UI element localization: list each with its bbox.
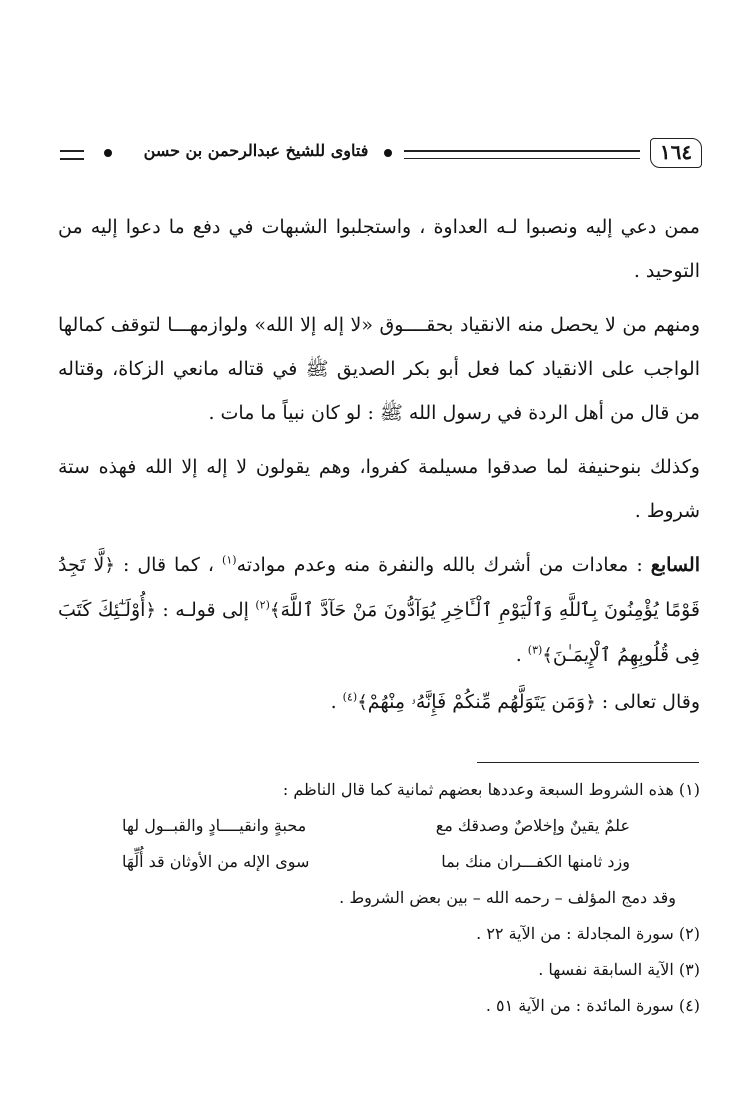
header-bullet-left <box>104 149 112 157</box>
paragraph-1: ممن دعي إليه ونصبوا لـه العداوة ، واستجلبوا الشبهات في دفع ما دعوا إليه من التوحيد . <box>58 216 700 282</box>
quran-verse-2: أُوْلَـٰٓئِكَ كَتَبَ فِى قُلُوبِهِمُ ٱلْإِيمَـٰنَ <box>58 599 700 666</box>
quran-bracket-close-icon: ﴾ <box>542 645 553 666</box>
header-bullet-right <box>384 149 392 157</box>
poem-verse-1-first-hemistich: علمٌ يقينٌ وإخلاصٌ وصدقك مع <box>435 816 630 835</box>
footnote-ref-1: (١) <box>222 553 237 567</box>
quran-verse-1: لَّا تَجِدُ قَوْمًا يُؤْمِنُونَ بِٱللَّهِ وَٱلْيَوْمِ ٱلْـَٔاخِرِ يُوَآدُّونَ مَنْ حَآدَّ ٱللَّهَ <box>58 554 700 621</box>
poem-verse-2-second-hemistich: سوى الإله من الأوثان قد أُلِّهَا <box>122 852 310 871</box>
header-rule-right <box>404 150 640 159</box>
until-his-saying: إلى قولـه : <box>162 599 249 621</box>
main-text <box>58 205 700 735</box>
quran-verse-3: وَمَن يَتَوَلَّهُم مِّنكُمْ فَإِنَّهُۥ مِنْهُمْ <box>367 691 586 713</box>
footnote-3: (٣) الآية السابقة نفسها . <box>538 960 700 979</box>
footnote-2: (٢) سورة المجادلة : من الآية ٢٢ . <box>476 924 700 943</box>
footnote-ref-2: (٢) <box>255 598 270 612</box>
quran-bracket-open-icon: ﴿ <box>585 692 596 713</box>
footnote-ref-3: (٣) <box>527 643 543 657</box>
footnotes <box>58 772 700 1024</box>
footnote-1: (١) هذه الشروط السبعة وعددها بعضهم ثمانية كما قال الناظم : <box>282 780 700 799</box>
quran-bracket-open-icon: ﴿ <box>104 555 115 576</box>
header-rule-left <box>60 150 84 160</box>
seventh-condition-label: السابع <box>650 554 700 576</box>
poem-verse-2-first-hemistich: وزد ثامنها الكفـــران منك بما <box>441 852 630 871</box>
poem-verse-1 <box>58 808 700 844</box>
poem-verse-1-second-hemistich: محبةٍ وانقيــــادٍ والقبــول لها <box>122 816 307 835</box>
and-he-said: وقال تعالى : <box>601 691 700 713</box>
quran-bracket-close-icon: ﴾ <box>357 692 368 713</box>
poem-verse-2 <box>58 844 700 880</box>
page-number: ١٦٤ <box>650 138 702 168</box>
page-header <box>60 138 702 170</box>
footnote-4: (٤) سورة المائدة : من الآية ٥١ . <box>485 996 700 1015</box>
quran-bracket-close-icon: ﴾ <box>269 600 281 621</box>
footnote-ref-4: (٤) <box>342 690 358 704</box>
paragraph-5: وقال تعالى : ﴿وَمَن يَتَوَلَّهُم مِّنكُمْ فَإِنَّهُۥ مِنْهُمْ﴾$^{(٤)}$ . <box>330 690 700 713</box>
paragraph-2: ومنهم من لا يحصل منه الانقياد بحقــــوق «لا إله إلا الله» ولوازمهـــا لتوقف كمالها الواجب على الانقياد كما فعل أبو بكر الصديق ﷺ في قتاله مانعي الزكاة، وقتاله من قال من أهل الردة في رسول الله ﷺ : لو كان نبياً ما مات . <box>58 314 700 424</box>
footnote-separator <box>477 762 699 763</box>
as-he-said: ، كما قال : <box>122 554 215 576</box>
footnote-1-note: وقد دمج المؤلف – رحمه الله – بين بعض الشروط . <box>339 888 676 907</box>
paragraph-3: وكذلك بنوحنيفة لما صدقوا مسيلمة كفروا، وهم يقولون لا إله إلا الله فهذه ستة شروط . <box>58 456 700 522</box>
running-title: فتاوى للشيخ عبدالرحمن بن حسن <box>143 141 369 160</box>
paragraph-4: السابع : معادات من أشرك بالله والنفرة منه وعدم موادته$^{(١)}$ ، كما قال : ﴿لَّا تَجِدُ قَوْمًا يُؤْمِنُونَ بِٱللَّهِ وَٱلْيَوْمِ ٱلْـَٔاخِرِ يُوَآدُّونَ مَنْ حَآدَّ ٱللَّهَ﴾$^{(٢)}$ إلى قولـه : ﴿أُوْلَـٰٓئِكَ كَتَبَ فِى قُلُوبِهِمُ ٱلْإِيمَـٰنَ﴾$^{(٣)}$ . <box>58 553 700 666</box>
quran-bracket-open-icon: ﴿ <box>145 600 156 621</box>
seventh-condition-text: : معادات من أشرك بالله والنفرة منه وعدم موادته <box>236 554 643 576</box>
